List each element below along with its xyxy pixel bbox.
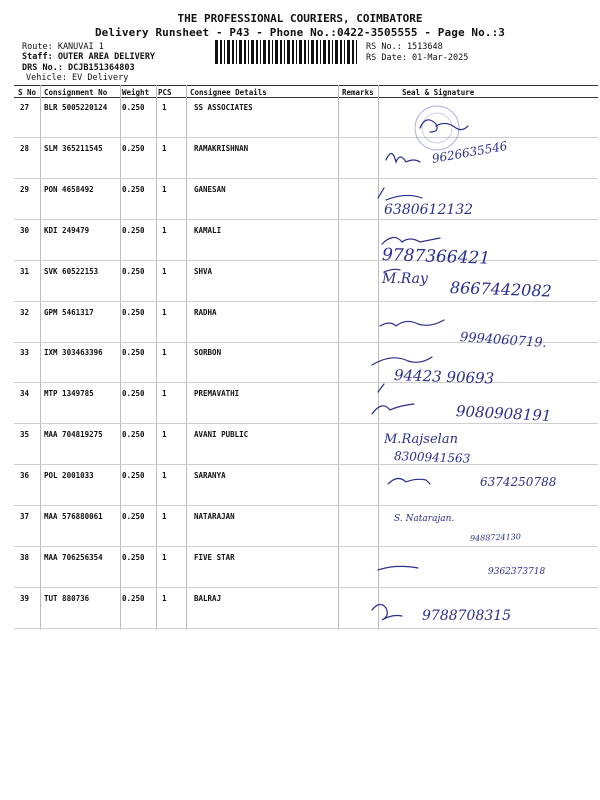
cell-consignment: MAA 706256354 [44, 552, 103, 562]
cell-consignee: SHVA [194, 266, 213, 276]
stamp-seal-icon [415, 106, 468, 150]
cell-sno: 29 [20, 184, 30, 194]
signature-phone: 9488724130 [469, 532, 522, 543]
cell-pcs: 1 [162, 430, 167, 440]
signature-phone: 9362373718 [488, 567, 546, 577]
cell-sno: 31 [20, 266, 30, 276]
cell-pcs: 1 [162, 103, 167, 112]
cell-weight: 0.250 [122, 512, 145, 521]
signature-strokes [372, 153, 444, 620]
cell-consignee: SS ASSOCIATES [194, 103, 253, 112]
cell-pcs: 1 [162, 593, 167, 603]
cell-weight: 0.250 [122, 307, 145, 317]
col-header-pcs: PCS [158, 88, 172, 97]
col-header-seal: Seal & Signature [402, 88, 475, 97]
signature-phone: 6380612132 [384, 202, 474, 218]
cell-consignee: AVANI PUBLIC [194, 430, 249, 440]
signature-phone: 94423 90693 [393, 366, 495, 388]
cell-pcs: 1 [162, 184, 167, 194]
cell-pcs: 1 [162, 307, 167, 317]
cell-weight: 0.250 [122, 552, 145, 562]
cell-weight: 0.250 [122, 471, 145, 481]
cell-consignee: SORBON [194, 348, 222, 358]
runsheet-subtitle: Delivery Runsheet - P43 - Phone No.:0422-3505555 - Page No.:3 [94, 26, 506, 39]
cell-pcs: 1 [162, 471, 167, 481]
staff-label: Staff: OUTER AREA DELIVERY [22, 52, 156, 62]
cell-weight: 0.250 [122, 184, 145, 194]
cell-consignment: TUT 880736 [44, 593, 90, 603]
cell-weight: 0.250 [122, 348, 145, 358]
cell-consignment: MAA 704819275 [44, 430, 103, 440]
cell-sno: 37 [20, 512, 30, 521]
cell-consignment: GPM 5461317 [44, 307, 94, 317]
signature-phone: 6374250788 [480, 475, 557, 489]
cell-consignment: KDI 249479 [44, 225, 90, 235]
cell-sno: 36 [20, 471, 30, 481]
cell-weight: 0.250 [122, 143, 145, 153]
cell-sno: 32 [20, 307, 30, 317]
cell-consignee: RADHA [194, 307, 217, 317]
company-title: THE PROFESSIONAL COURIERS, COIMBATORE [177, 12, 423, 25]
cell-consignment: MTP 1349785 [44, 389, 94, 399]
cell-consignee: SARANYA [194, 471, 226, 481]
cell-weight: 0.250 [122, 225, 145, 235]
signature-phone: 9626635546 [430, 138, 509, 166]
cell-weight: 0.250 [122, 430, 145, 440]
cell-pcs: 1 [162, 266, 167, 276]
cell-sno: 27 [20, 103, 30, 112]
cell-consignee: BALRAJ [194, 593, 222, 603]
signature-name: S. Natarajan. [394, 514, 455, 524]
cell-weight: 0.250 [122, 103, 145, 112]
cell-pcs: 1 [162, 512, 167, 521]
cell-pcs: 1 [162, 143, 167, 153]
cell-consignee: NATARAJAN [194, 512, 235, 521]
cell-consignee: RAMAKRISHNAN [194, 143, 249, 153]
signature-phone: 9080908191 [455, 402, 552, 425]
vehicle-label: Vehicle: EV Delivery [26, 73, 129, 83]
cell-sno: 30 [20, 225, 30, 235]
cell-pcs: 1 [162, 552, 167, 562]
cell-consignment: POL 2001033 [44, 471, 94, 481]
cell-consignee: KAMALI [194, 225, 222, 235]
signature-phone: 8300941563 [393, 449, 471, 466]
col-header-sno: S No [18, 88, 37, 97]
signature-name: M.Ray [382, 271, 428, 287]
drs-number: DRS No.: DCJB151364803 [22, 63, 135, 73]
cell-consignee: PREMAVATHI [194, 389, 240, 399]
cell-consignment: BLR 5005220124 [44, 103, 108, 112]
cell-sno: 28 [20, 143, 30, 153]
rs-date: RS Date: 01-Mar-2025 [366, 53, 469, 63]
cell-consignee: GANESAN [194, 184, 226, 194]
signature-phone: 9787366421 [381, 245, 491, 269]
col-header-remarks: Remarks [342, 88, 374, 97]
cell-consignment: PON 4658492 [44, 184, 94, 194]
cell-weight: 0.250 [122, 593, 145, 603]
rs-number: RS No.: 1513648 [366, 42, 443, 52]
signature-phone: 9994060719. [459, 330, 548, 352]
cell-consignment: IXM 303463396 [44, 348, 103, 358]
cell-consignment: SLM 365211545 [44, 143, 103, 153]
signature-phone: 9788708315 [422, 608, 512, 624]
cell-sno: 34 [20, 389, 30, 399]
cell-consignee: FIVE STAR [194, 552, 235, 562]
signature-phone: 8667442082 [449, 278, 553, 301]
cell-consignment: MAA 576880061 [44, 512, 103, 521]
col-header-consignment: Consignment No [44, 88, 108, 97]
cell-pcs: 1 [162, 389, 167, 399]
cell-weight: 0.250 [122, 389, 145, 399]
cell-sno: 38 [20, 552, 30, 562]
cell-sno: 39 [20, 593, 30, 603]
cell-pcs: 1 [162, 348, 167, 358]
cell-consignment: SVK 60522153 [44, 266, 99, 276]
cell-sno: 33 [20, 348, 30, 358]
cell-pcs: 1 [162, 225, 167, 235]
cell-weight: 0.250 [122, 266, 145, 276]
cell-sno: 35 [20, 430, 30, 440]
col-header-weight: Weight [122, 88, 150, 97]
col-header-consignee: Consignee Details [190, 88, 267, 97]
route-label: Route: KANUVAI 1 [22, 42, 104, 52]
signature-name: M.Rajselan [384, 432, 458, 447]
